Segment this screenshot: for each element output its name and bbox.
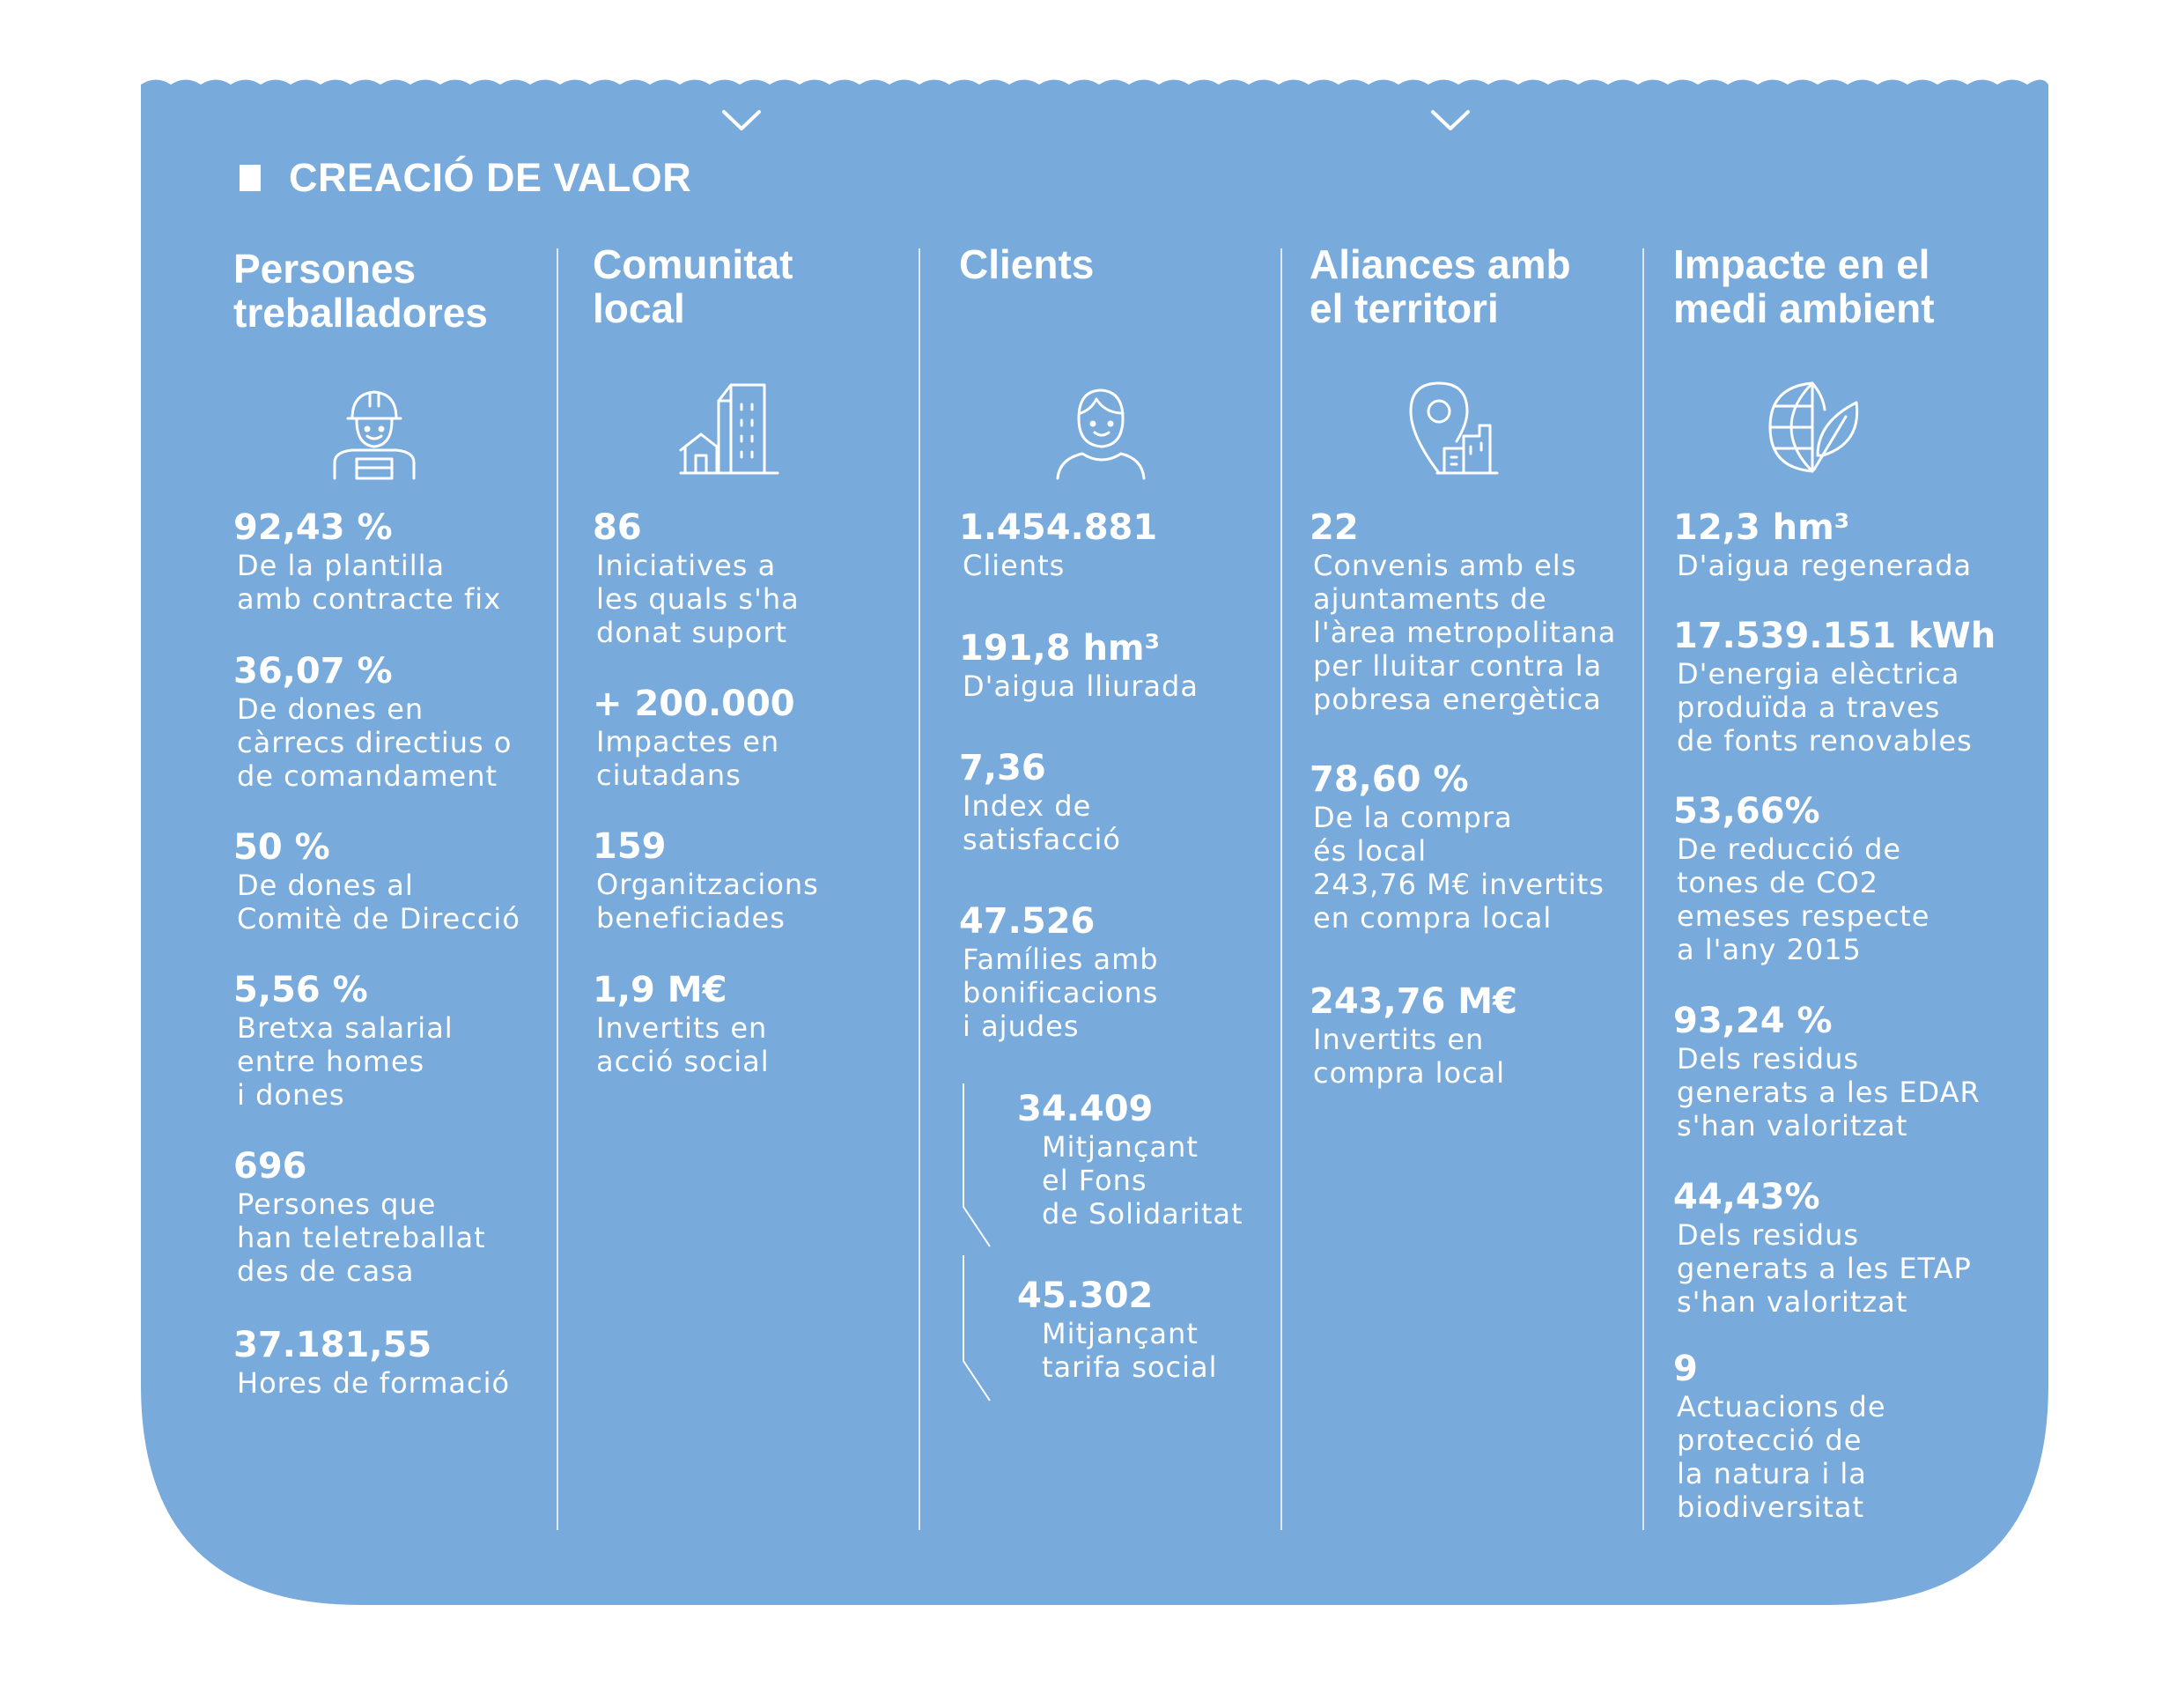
- stat: [959, 900, 1159, 1043]
- stat-label: Dels residus generats a les ETAP s'han valoritzat: [1677, 1218, 1972, 1319]
- stat: [959, 627, 1199, 703]
- stat-value: 78,60 %: [1310, 759, 1469, 800]
- column-title: Impacte en el medi ambient: [1673, 241, 1935, 331]
- stat: [593, 969, 770, 1078]
- stat-value: 7,36: [959, 748, 1046, 788]
- stat-label: Impactes en ciutadans: [596, 725, 780, 792]
- section-title: [240, 155, 691, 201]
- stat: [1310, 758, 1605, 935]
- stat-label: Persones que han teletreballat des de casa: [237, 1187, 486, 1288]
- stat-value: 44,43%: [1673, 1177, 1820, 1217]
- stat-value: 34.409: [1017, 1089, 1154, 1129]
- stat-value: 159: [593, 826, 667, 867]
- buildings-icon: [676, 374, 782, 480]
- stat-label: Hores de formació: [237, 1366, 511, 1400]
- column-divider: [919, 248, 920, 1530]
- column-clients: [959, 241, 1276, 1384]
- stat: [233, 507, 501, 616]
- column-divider: [1280, 248, 1282, 1530]
- stat: [1673, 615, 1996, 758]
- stat-label: Bretxa salarial entre homes i dones: [237, 1011, 454, 1112]
- stat-value: 1,9 M€: [593, 970, 727, 1010]
- stat-label: Convenis amb els ajuntaments de l'àrea metropolitana per lluitar contra la pobresa energètica: [1313, 549, 1617, 716]
- chevron-down-icon: [1430, 109, 1471, 132]
- stat: [233, 969, 454, 1112]
- stat: [593, 507, 800, 649]
- stat-value: 53,66%: [1673, 791, 1820, 832]
- stat-value: 86: [593, 507, 642, 548]
- column-title: Comunitat local: [593, 241, 793, 331]
- worker-helmet-icon: [321, 374, 427, 480]
- stat-sub: [1017, 1088, 1243, 1231]
- stat: [1673, 1348, 1886, 1524]
- stat-label: Invertits en acció social: [596, 1011, 770, 1078]
- stat: [233, 1324, 510, 1400]
- stat-value: 5,56 %: [233, 970, 368, 1010]
- stat-label: Mitjançant tarifa social: [1042, 1317, 1218, 1384]
- stat-value: 37.181,55: [233, 1325, 432, 1365]
- stat-label: D'energia elèctrica produïda a traves de fonts renovables: [1677, 657, 1973, 758]
- stat-value: 696: [233, 1146, 307, 1187]
- stat-label: Invertits en compra local: [1313, 1023, 1506, 1090]
- stat-value: 92,43 %: [233, 507, 393, 548]
- globe-leaf-icon: [1761, 374, 1867, 480]
- column-aliances-territori: [1310, 241, 1635, 1090]
- stat-label: De dones en càrrecs directius o de comandament: [237, 692, 513, 793]
- column-divider: [1642, 248, 1644, 1530]
- stat-label: De la plantilla amb contracte fix: [237, 549, 502, 616]
- stat-value: 17.539.151 kWh: [1673, 616, 1996, 656]
- stat: [233, 826, 520, 936]
- stat-value: 22: [1310, 507, 1359, 548]
- stat: [593, 683, 795, 792]
- stat-value: 36,07 %: [233, 651, 393, 691]
- person-icon: [1047, 374, 1153, 480]
- stat-label: De la compra és local 243,76 M€ invertits en compra local: [1313, 801, 1605, 935]
- stat-value: 191,8 hm³: [959, 628, 1161, 669]
- column-title: Aliances amb el territori: [1310, 241, 1571, 331]
- stat-label: De reducció de tones de CO2 emeses respecte a l'any 2015: [1677, 832, 1930, 966]
- stat-value: + 200.000: [593, 684, 795, 724]
- stat: [1673, 1176, 1972, 1319]
- location-pin-building-icon: [1402, 374, 1508, 480]
- stat: [1673, 1000, 1981, 1143]
- stat-label: Famílies amb bonificacions i ajudes: [963, 943, 1159, 1043]
- stat-value: 243,76 M€: [1310, 981, 1517, 1022]
- stat: [959, 507, 1157, 582]
- column-title: Clients: [959, 241, 1095, 287]
- stat-label: De dones al Comitè de Direcció: [237, 869, 520, 936]
- sub-item-connector: [962, 1083, 997, 1409]
- stat-value: 50 %: [233, 827, 330, 868]
- stat: [593, 825, 819, 935]
- stat-label: Organitzacions beneficiades: [596, 868, 819, 935]
- stat-value: 1.454.881: [959, 507, 1158, 548]
- stat: [1310, 507, 1616, 716]
- stat: [1673, 507, 1972, 582]
- stat-sub: [1017, 1275, 1217, 1384]
- stat-label: D'aigua regenerada: [1677, 549, 1973, 582]
- stat-label: D'aigua lliurada: [963, 669, 1199, 703]
- chevron-down-icon: [721, 109, 762, 132]
- stat-value: 45.302: [1017, 1276, 1154, 1316]
- stat-label: Clients: [963, 549, 1066, 582]
- stat-label: Dels residus generats a les EDAR s'han valoritzat: [1677, 1042, 1981, 1143]
- stat-label: Mitjançant el Fons de Solidaritat: [1042, 1130, 1243, 1231]
- title-square-icon: [240, 165, 261, 191]
- stat-value: 12,3 hm³: [1673, 507, 1850, 548]
- stat: [1673, 790, 1929, 966]
- stat-label: Index de satisfacció: [963, 789, 1121, 856]
- stat-value: 47.526: [959, 901, 1096, 942]
- stat: [959, 747, 1121, 856]
- stat-value: 93,24 %: [1673, 1001, 1833, 1041]
- stat-label: Actuacions de protecció de la natura i la biodiversitat: [1677, 1390, 1886, 1524]
- stat-label: Iniciatives a les quals s'ha donat suport: [596, 549, 800, 649]
- column-comunitat-local: [593, 241, 910, 1078]
- stat: [1310, 980, 1517, 1090]
- column-persones-treballadores: [233, 242, 550, 1400]
- column-medi-ambient: [1673, 241, 2008, 1524]
- stat-value: 9: [1673, 1349, 1698, 1389]
- section-title-text: CREACIÓ DE VALOR: [289, 155, 692, 200]
- stat: [233, 1145, 486, 1288]
- stat: [233, 650, 512, 793]
- column-title: Persones treballadores: [233, 246, 488, 336]
- column-divider: [557, 248, 558, 1530]
